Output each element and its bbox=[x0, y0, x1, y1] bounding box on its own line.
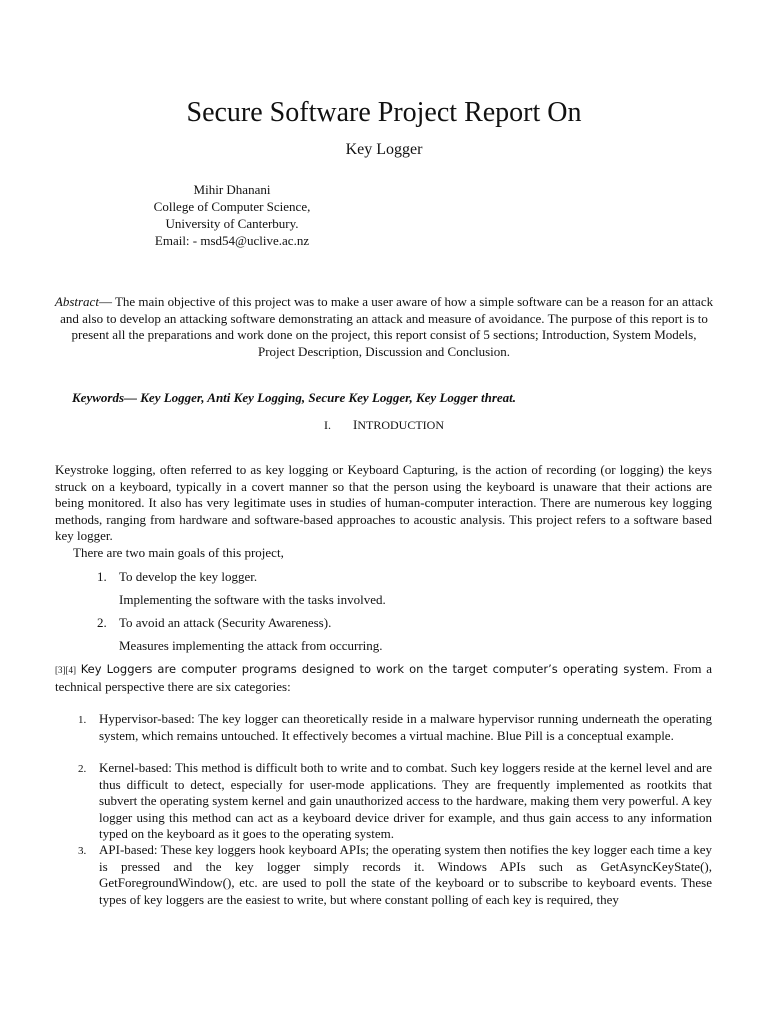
goals-intro: There are two main goals of this project, bbox=[73, 545, 284, 560]
goal-subtext: Implementing the software with the tasks involved. bbox=[119, 592, 386, 607]
goal-number: 1. bbox=[97, 569, 107, 584]
citation-refs: [3][4] bbox=[55, 665, 76, 675]
section-first-letter: I bbox=[352, 417, 358, 432]
categories-intro bbox=[55, 661, 712, 695]
paper-subtitle: Key Logger bbox=[345, 141, 423, 158]
goal-item bbox=[97, 569, 257, 585]
category-number: 1. bbox=[78, 714, 87, 726]
category-text: Kernel-based: This method is difficult both to write and to combat. Such key loggers reside at the kernel level and are thus difficult to detect, especially for user-mode applications. They are frequently implemented as rootkits that subvert the operating system kernel and gain unauthorized access to the hardware, making them very powerful. A key logger using this method can act as a keyboard device driver for example, and thus gain access to any information typed on the keyboard as it goes to the operating system. bbox=[99, 760, 712, 841]
category-item bbox=[78, 711, 712, 744]
section-number: I. bbox=[323, 418, 331, 432]
goal-item bbox=[97, 615, 331, 631]
category-number: 3. bbox=[78, 845, 87, 857]
abstract bbox=[52, 294, 716, 360]
categories-intro-rest: From a technical perspective there are six categories: bbox=[55, 661, 713, 694]
keywords: Keywords— Key Logger, Anti Key Logging, Secure Key Logger, Key Logger threat. bbox=[72, 390, 517, 405]
categories-intro-text: Key Loggers are computer programs designed to work on the target computer’s operating system. bbox=[80, 662, 669, 676]
paper-title: Secure Software Project Report On bbox=[186, 97, 582, 128]
category-text: API-based: These key loggers hook keyboard APIs; the operating system then notifies the key logger each time a key is pressed and the key logger simply records it. Windows APIs such as GetAsyncKeyState(), GetForegroundWindow(), etc. are used to poll the state of the keyboard or to subscribe to keyboard events. These types of key loggers are the easiest to write, but where constant polling of each key is required, they bbox=[99, 842, 712, 907]
category-number: 2. bbox=[78, 763, 87, 775]
section-heading-introduction bbox=[0, 417, 768, 433]
author-block bbox=[102, 181, 362, 249]
author-name: Mihir Dhanani bbox=[193, 182, 271, 197]
abstract-text: — The main objective of this project was to make a user aware of how a simple software can be a reason for an attack and also to develop an attacking software demonstrating an attack and measure of avoidance. The purpose of this report is to present all the preparations and work done on the project, this report consist of 5 sections; Introduction, System Models, Project Description, Discussion and Conclusion. bbox=[60, 294, 714, 359]
author-email: Email: - msd54@uclive.ac.nz bbox=[154, 233, 310, 248]
author-college: College of Computer Science, bbox=[153, 199, 311, 214]
goal-subtext: Measures implementing the attack from occurring. bbox=[119, 638, 383, 653]
goal-text: To develop the key logger. bbox=[119, 569, 258, 584]
intro-paragraph: Keystroke logging, often referred to as key logging or Keyboard Capturing, is the action of recording (or logging) the keys struck on a keyboard, typically in a covert manner so that the person using the keyboard is unaware that their actions are being monitored. It also has very legitimate uses in studies of human-computer interaction. There are numerous key logging methods, ranging from hardware and software-based approaches to acoustic analysis. This project refers to a software based key logger. bbox=[55, 462, 712, 543]
category-item bbox=[78, 842, 712, 1022]
category-item bbox=[78, 760, 712, 843]
author-university: University of Canterbury. bbox=[165, 216, 299, 231]
goal-number: 2. bbox=[97, 615, 107, 630]
section-title-rest: NTRODUCTION bbox=[357, 418, 444, 432]
category-text: Hypervisor-based: The key logger can theoretically reside in a malware hypervisor running underneath the operating system, which remains untouched. It effectively becomes a virtual machine. Blue Pill is a conceptual example. bbox=[99, 711, 712, 743]
abstract-label: Abstract bbox=[54, 294, 99, 309]
goal-text: To avoid an attack (Security Awareness). bbox=[119, 615, 332, 630]
